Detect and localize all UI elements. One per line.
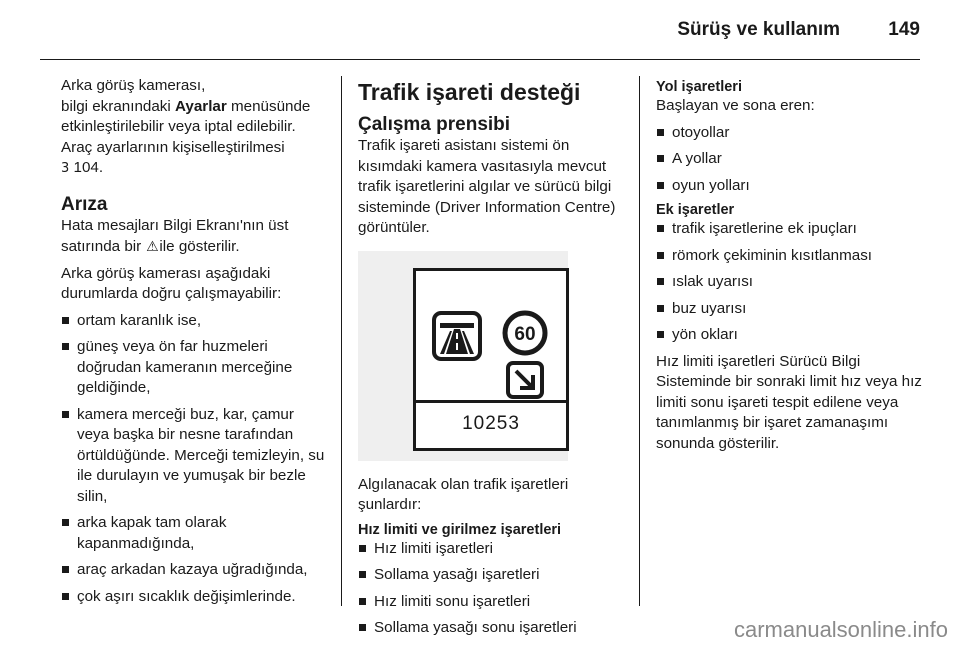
figure-id: 10253 (462, 412, 520, 434)
list-item: Sollama yasağı sonu işaretleri (358, 618, 624, 639)
list-item: Sollama yasağı işaretleri (358, 565, 624, 586)
fault-heading: Arıza (61, 193, 108, 215)
section-title: Trafik işareti desteği (358, 79, 581, 105)
motorway-sign-icon (434, 313, 480, 359)
fault-line-1: Hata mesajları Bilgi Ekranı'nın üst (61, 216, 289, 234)
detected-signs-text: Algılanacak olan trafik işaretleri şunlardır: (358, 475, 569, 513)
list-item: buz uyarısı (656, 299, 922, 320)
list-item: A yollar (656, 149, 922, 170)
intro-paragraph (61, 76, 326, 180)
page-header (0, 0, 960, 60)
page-reference-icon: 3 (61, 161, 70, 176)
list-item: trafik işaretlerine ek ipuçları (656, 219, 922, 240)
road-signs-list (656, 123, 922, 197)
camera-conditions-list (61, 311, 326, 608)
speed-signs-list (358, 539, 624, 639)
road-signs-heading: Yol işaretleri (656, 79, 742, 95)
display-divider (416, 400, 566, 403)
extra-signs-list (656, 219, 922, 346)
page-title: Sürüş ve kullanım (677, 19, 840, 40)
intro-line-1: Arka görüş kamerası, (61, 77, 206, 94)
intro-line-4: Araç ayarlarının kişiselleştirilmesi (61, 138, 285, 156)
list-item: otoyollar (656, 123, 922, 144)
intro-line-2a: bilgi ekranındaki (61, 97, 175, 115)
principle-text: Trafik işareti asistanı sistemi ön kısımdaki kamera vasıtasıyla mevcut trafik işaretlerini algılar ve sürücü bilgi sisteminde (Driver Information Centre) görüntüler. (358, 137, 616, 236)
list-item: yön okları (656, 325, 922, 346)
driver-info-display (413, 268, 569, 451)
list-item: kamera merceği buz, kar, çamur veya başka bir nesne tarafından örtüldüğünde. Merceği temizleyin, su ile durulayın ve yumuşak bir bezle silin, (61, 405, 326, 508)
list-item: arka kapak tam olarak kapanmadığında, (61, 513, 326, 554)
speed-limit-value: 60 (514, 323, 536, 345)
fault-line-2a: satırında bir (61, 238, 146, 255)
page-number: 149 (888, 19, 920, 40)
header-divider (40, 59, 920, 60)
list-item: araç arkadan kazaya uğradığında, (61, 560, 326, 581)
closing-text: Hız limiti işaretleri Sürücü Bilgi Sisteminde bir sonraki limit hız veya hız limiti sonu işareti tespit edilene veya tanımlanmış bir işaret zamanaşımı sonunda gösterilir. (656, 352, 922, 452)
sign-graphics (416, 271, 566, 399)
watermark: carmanualsonline.info (733, 616, 948, 642)
intro-line-2c: menüsünde (226, 97, 311, 115)
intro-line-3: etkinleştirilebilir veya iptal edilebilir. (61, 118, 296, 135)
column-divider-2 (639, 76, 640, 606)
speed-signs-heading: Hız limiti ve girilmez işaretleri (358, 521, 562, 538)
column-2 (358, 78, 624, 645)
extra-signs-heading: Ek işaretler (656, 202, 735, 218)
fault-text (61, 216, 326, 258)
subsection-title: Çalışma prensibi (358, 114, 511, 135)
direction-arrow-icon (508, 363, 542, 397)
road-signs-text: Başlayan ve sona eren: (656, 97, 815, 114)
list-item: ortam karanlık ise, (61, 311, 326, 332)
column-3 (656, 79, 922, 460)
list-item: ıslak uyarısı (656, 272, 922, 293)
page-reference-link[interactable]: 104. (73, 159, 104, 176)
list-item: çok aşırı sıcaklık değişimlerinde. (61, 587, 326, 608)
list-item: Hız limiti işaretleri (358, 539, 624, 560)
settings-menu-term: Ayarlar (174, 97, 227, 115)
camera-conditions-text: Arka görüş kamerası aşağıdaki durumlarda doğru çalışmayabilir: (61, 264, 282, 302)
list-item: Hız limiti sonu işaretleri (358, 592, 624, 613)
warning-triangle-icon: ⚠ (146, 238, 159, 254)
list-item: güneş veya ön far huzmeleri doğrudan kameranın merceğine geldiğinde, (61, 337, 326, 399)
list-item: römork çekiminin kısıtlanması (656, 246, 922, 267)
column-divider-1 (341, 76, 342, 606)
list-item: oyun yolları (656, 176, 922, 197)
traffic-sign-figure (358, 251, 568, 461)
column-1 (61, 76, 326, 613)
fault-line-2b: ile gösterilir. (159, 238, 240, 255)
